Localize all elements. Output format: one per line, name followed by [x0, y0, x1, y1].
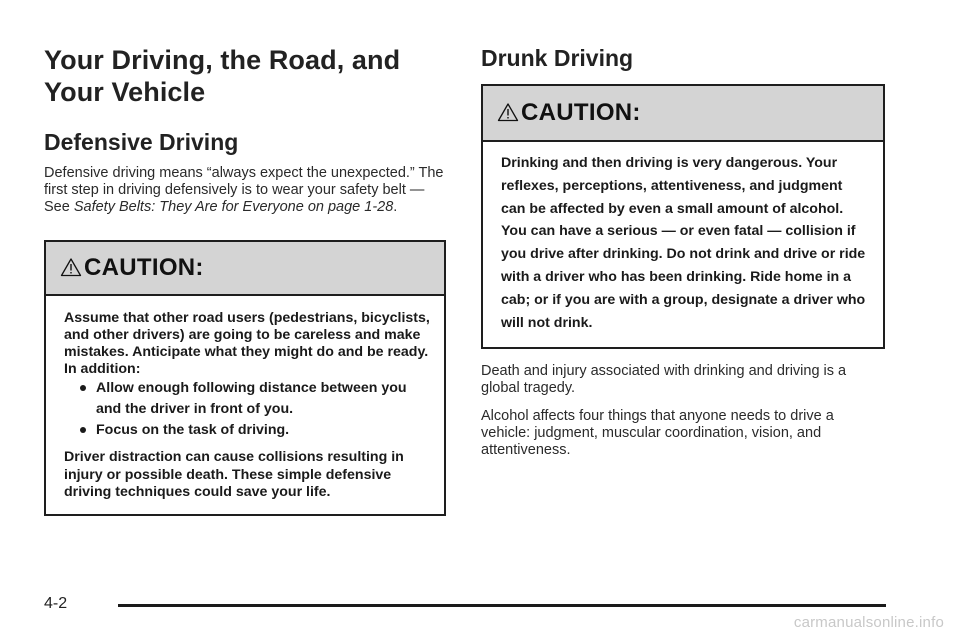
caution-title: CAUTION: — [521, 99, 641, 126]
page-number: 4-2 — [44, 595, 68, 612]
chapter-title: Your Driving, the Road, and Your Vehicle — [44, 45, 401, 107]
caution-box-drunk — [481, 84, 885, 349]
left-column — [44, 44, 446, 516]
caution-body — [483, 142, 883, 347]
warning-triangle-icon — [60, 257, 82, 277]
caution-body — [46, 296, 444, 514]
intro-paragraph: Defensive driving means “always expect the unexpected.” The first step in driving defensively is to wear your safety belt — See Safety Belts: They Are for Everyone on page 1-28. — [44, 165, 444, 215]
right-column — [481, 44, 885, 459]
bullet-item: Focus on the task of driving. — [80, 420, 430, 441]
section-title-defensive-driving: Defensive Driving — [44, 129, 239, 155]
caution-title: CAUTION: — [84, 254, 204, 281]
caution-header — [46, 242, 444, 296]
caution-bullet-list — [64, 378, 430, 441]
body-paragraph: Death and injury associated with drinking and driving is a global tragedy. — [481, 363, 847, 397]
body-paragraph: Alcohol affects four things that anyone needs to drive a vehicle: judgment, muscular coordination, vision, and attentiveness. — [481, 408, 834, 459]
bullet-item: Allow enough following distance between you and the driver in front of you. — [80, 378, 430, 420]
section-title-drunk-driving: Drunk Driving — [481, 45, 634, 71]
caution-text-after: Driver distraction can cause collisions resulting in injury or possible death. These simple defensive driving techniques could save your life. — [64, 449, 404, 500]
watermark: carmanualsonline.info — [793, 614, 944, 631]
caution-box-defensive — [44, 240, 446, 516]
caution-text: Assume that other road users (pedestrians, bicyclists, and other drivers) are going to be careless and make mistakes. Anticipate what they might do and be ready. In addition: — [64, 310, 430, 377]
caution-text: Drinking and then driving is very dangerous. Your reflexes, perceptions, attentiveness, and judgment can be affected by even a small amount of alcohol. You can have a serious — or even fatal — collision if you drive after drinking. Do not drink and drive or ride with a driver who has been drinking. Ride home in a cab; or if you are with a group, designate a driver who will not drink. — [501, 155, 866, 331]
warning-triangle-icon — [497, 102, 519, 122]
footer-rule — [118, 604, 886, 607]
cross-reference-link[interactable]: Safety Belts: They Are for Everyone on page 1-28 — [73, 199, 394, 215]
caution-header — [483, 86, 883, 142]
